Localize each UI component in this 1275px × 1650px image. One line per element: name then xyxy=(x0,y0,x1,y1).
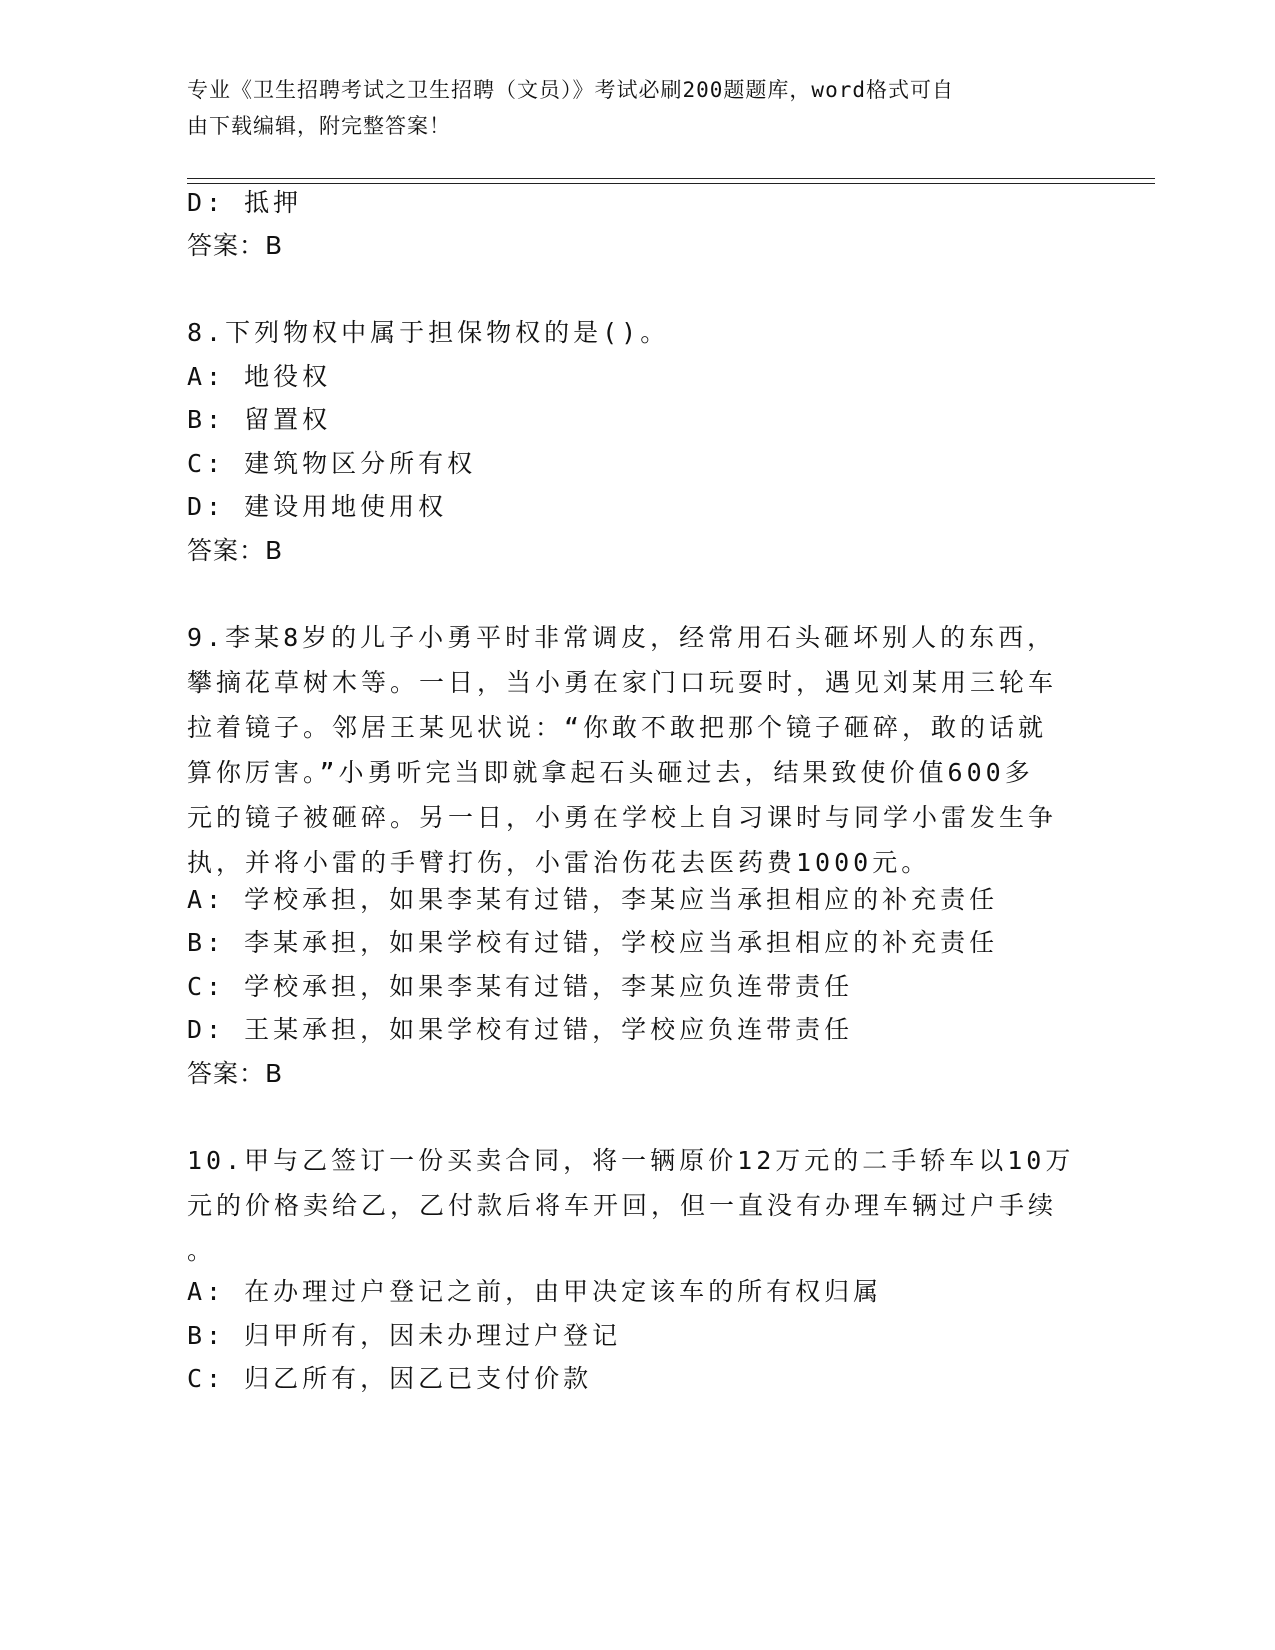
header-line-1: 专业《卫生招聘考试之卫生招聘（文员）》考试必刷200题题库，word格式可自 xyxy=(187,78,954,102)
q10-stem-line-1: 10.甲与乙签订一份买卖合同，将一辆原价12万元的二手轿车以10万 xyxy=(187,1146,1075,1175)
q9-stem-line-5: 元的镜子被砸碎。另一日，小勇在学校上自习课时与同学小雷发生争 xyxy=(187,803,1058,832)
q8-answer: 答案：B xyxy=(187,536,284,565)
q9-stem-line-2: 攀摘花草树木等。一日，当小勇在家门口玩耍时，遇见刘某用三轮车 xyxy=(187,668,1058,697)
q8-option-c: C: 建筑物区分所有权 xyxy=(187,449,477,478)
q8-option-b: B: 留置权 xyxy=(187,405,332,434)
prev-option-d: D: 抵押 xyxy=(187,188,303,217)
q9-option-b: B: 李某承担，如果学校有过错，学校应当承担相应的补充责任 xyxy=(187,928,999,957)
q10-option-b: B: 归甲所有，因未办理过户登记 xyxy=(187,1321,622,1350)
q10-stem xyxy=(187,1138,1075,1273)
header-divider-bottom xyxy=(187,183,1155,184)
header-line-2: 由下载编辑，附完整答案！ xyxy=(187,114,451,138)
q9-option-d: D: 王某承担，如果学校有过错，学校应负连带责任 xyxy=(187,1015,854,1044)
q9-stem xyxy=(187,615,1067,885)
q9-option-a: A: 学校承担，如果李某有过错，李某应当承担相应的补充责任 xyxy=(187,885,999,914)
q10-stem-line-2: 元的价格卖给乙，乙付款后将车开回，但一直没有办理车辆过户手续 xyxy=(187,1191,1058,1220)
q9-stem-line-4: 算你厉害。”小勇听完当即就拿起石头砸过去，结果致使价值600多 xyxy=(187,758,1034,787)
q10-option-a: A: 在办理过户登记之前，由甲决定该车的所有权归属 xyxy=(187,1277,883,1306)
q9-answer: 答案：B xyxy=(187,1059,284,1088)
prev-answer: 答案：B xyxy=(187,231,284,260)
q8-stem: 8.下列物权中属于担保物权的是()。 xyxy=(187,318,670,347)
q10-stem-line-3: 。 xyxy=(187,1236,217,1265)
page-header xyxy=(187,72,1067,144)
q8-option-d: D: 建设用地使用权 xyxy=(187,492,448,521)
q9-stem-line-6: 执，并将小雷的手臂打伤，小雷治伤花去医药费1000元。 xyxy=(187,848,931,877)
q9-option-c: C: 学校承担，如果李某有过错，李某应负连带责任 xyxy=(187,972,854,1001)
q9-stem-line-1: 9.李某8岁的儿子小勇平时非常调皮，经常用石头砸坏别人的东西， xyxy=(187,623,1057,652)
q8-option-a: A: 地役权 xyxy=(187,362,332,391)
q9-stem-line-3: 拉着镜子。邻居王某见状说：“你敢不敢把那个镜子砸碎，敢的话就 xyxy=(187,713,1048,742)
header-divider-top xyxy=(187,178,1155,179)
q10-option-c: C: 归乙所有，因乙已支付价款 xyxy=(187,1364,593,1393)
